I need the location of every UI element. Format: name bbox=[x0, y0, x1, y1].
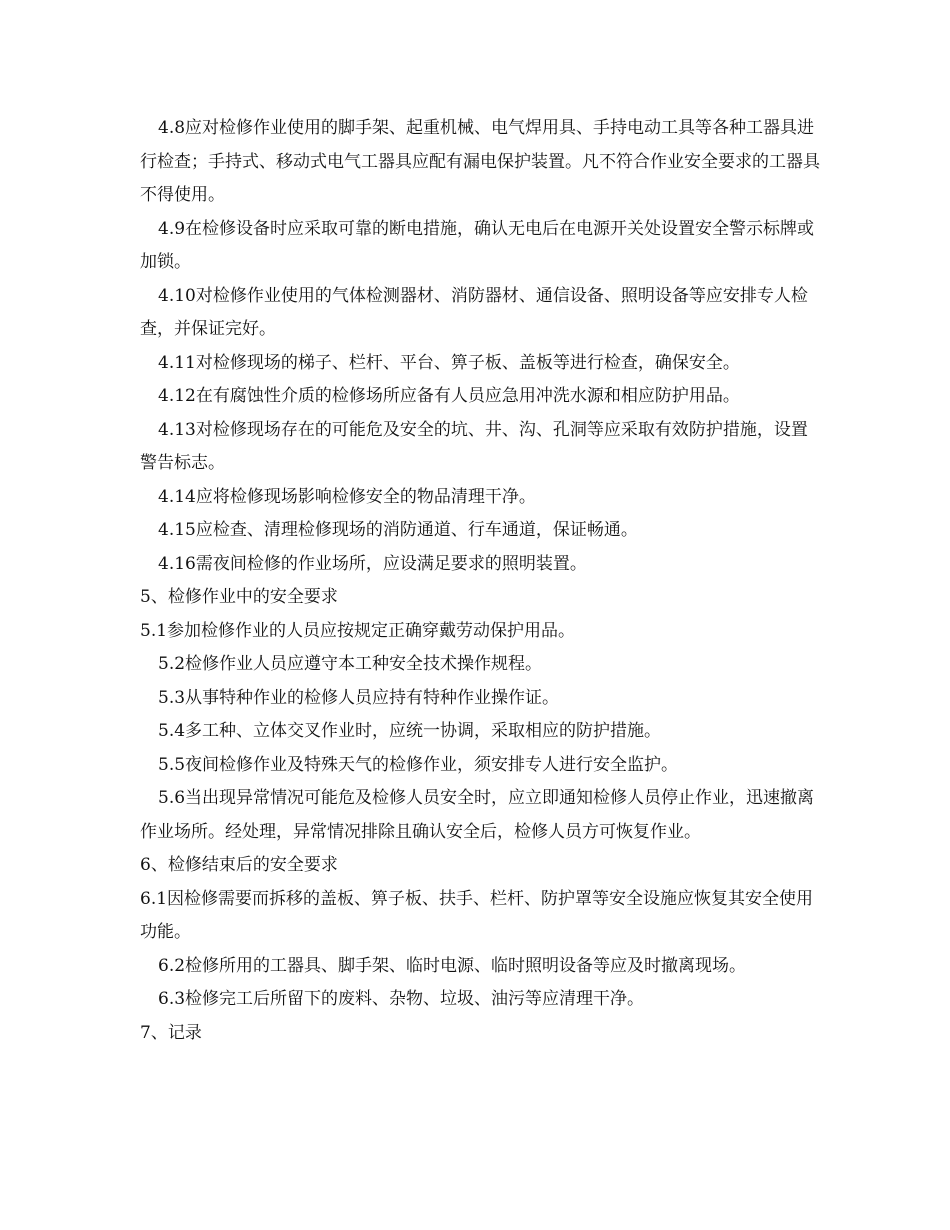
paragraph-6-3: 6.3检修完工后所留下的废料、杂物、垃圾、油污等应清理干净。 bbox=[158, 989, 645, 1009]
paragraph-5-4: 5.4多工种、立体交叉作业时，应统一协调，采取相应的防护措施。 bbox=[158, 721, 662, 741]
paragraph-4-8: 4.8应对检修作业使用的脚手架、起重机械、电气焊用具、手持电动工具等各种工器具进行检查；手持式、移动式电气工器具应配有漏电保护装置。凡不符合作业安全要求的工器具不得使用。 bbox=[140, 118, 820, 205]
paragraph-4-10: 4.10对检修作业使用的气体检测器材、消防器材、通信设备、照明设备等应安排专人检查，并保证完好。 bbox=[140, 285, 808, 339]
document-body bbox=[140, 112, 820, 1050]
paragraph-5-3: 5.3从事特种作业的检修人员应持有特种作业操作证。 bbox=[158, 687, 560, 708]
paragraph-4-15: 4.15应检查、清理检修现场的消防通道、行车通道，保证畅通。 bbox=[158, 520, 638, 540]
paragraph-4-11: 4.11对检修现场的梯子、栏杆、平台、箅子板、盖板等进行检查，确保安全。 bbox=[158, 352, 740, 373]
paragraph-6-2: 6.2检修所用的工器具、脚手架、临时电源、临时照明设备等应及时撤离现场。 bbox=[158, 955, 747, 976]
paragraph-6-1: 6.1因检修需要而拆移的盖板、箅子板、扶手、栏杆、防护罩等安全设施应恢复其安全使用功能。 bbox=[140, 888, 814, 942]
paragraph-5-5: 5.5夜间检修作业及特殊天气的检修作业，须安排专人进行安全监护。 bbox=[158, 754, 679, 775]
paragraph-5-1: 5.1参加检修作业的人员应按规定正确穿戴劳动保护用品。 bbox=[140, 620, 576, 641]
section-heading-5: 5、检修作业中的安全要求 bbox=[140, 587, 338, 607]
paragraph-4-13: 4.13对检修现场存在的可能危及安全的坑、井、沟、孔洞等应采取有效防护措施，设置警告标志。 bbox=[140, 419, 808, 473]
paragraph-5-6: 5.6当出现异常情况可能危及检修人员安全时，应立即通知检修人员停止作业，迅速撤离作业场所。经处理，异常情况排除且确认安全后，检修人员方可恢复作业。 bbox=[140, 788, 815, 842]
section-heading-7: 7、记录 bbox=[140, 1022, 202, 1043]
paragraph-4-16: 4.16需夜间检修的作业场所，应设满足要求的照明装置。 bbox=[158, 553, 587, 574]
section-heading-6: 6、检修结束后的安全要求 bbox=[140, 855, 338, 875]
paragraph-5-2: 5.2检修作业人员应遵守本工种安全技术操作规程。 bbox=[158, 654, 543, 674]
paragraph-4-12: 4.12在有腐蚀性介质的检修场所应备有人员应急用冲洗水源和相应防护用品。 bbox=[158, 386, 740, 406]
paragraph-4-14: 4.14应将检修现场影响检修安全的物品清理干净。 bbox=[158, 486, 536, 507]
paragraph-4-9: 4.9在检修设备时应采取可靠的断电措施，确认无电后在电源开关处设置安全警示标牌或加锁。 bbox=[140, 218, 815, 272]
